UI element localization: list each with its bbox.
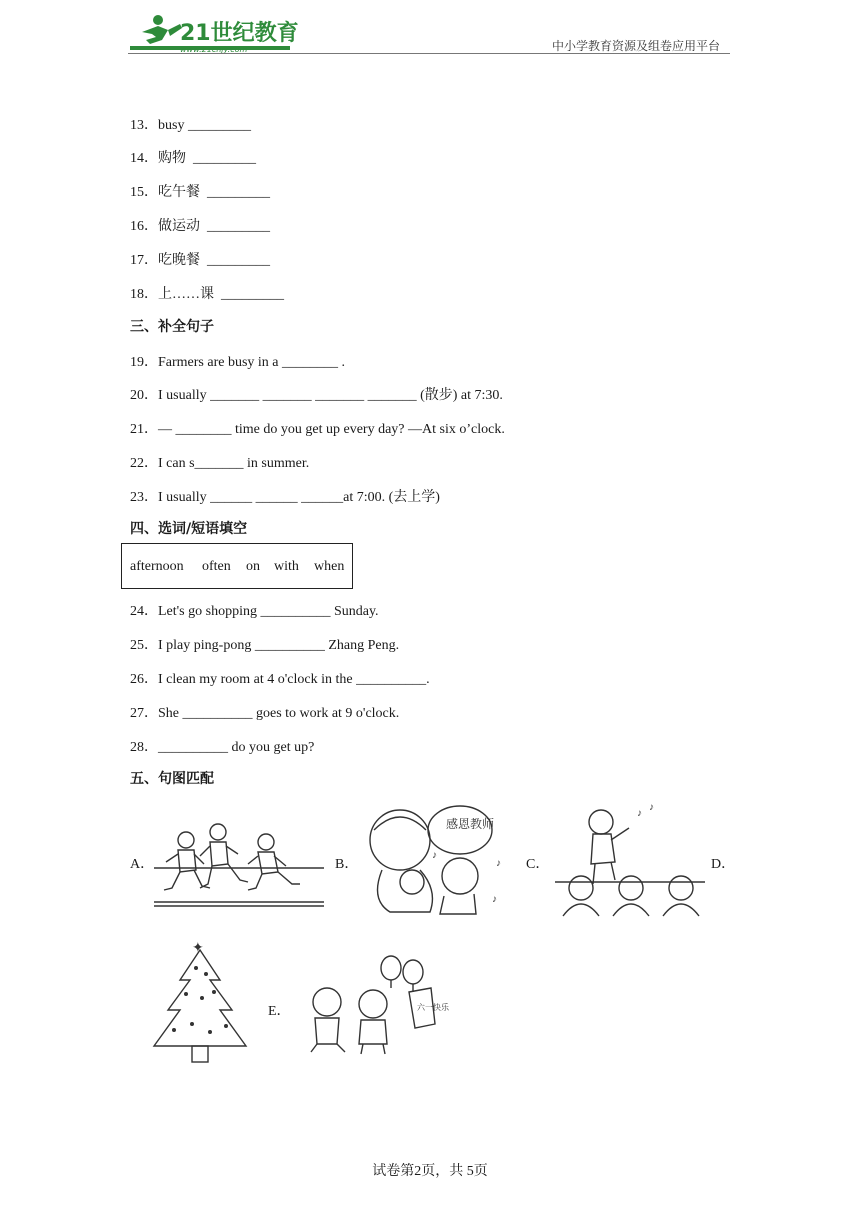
question-19: 19．Farmers are busy in a ________ . [130, 355, 346, 370]
running-man-icon [142, 15, 182, 44]
word-bank-item: on [246, 559, 260, 574]
page-footer: 试卷第2页，共 5页 [372, 1164, 488, 1179]
section-5-title: 五、句图匹配 [130, 771, 214, 787]
question-28: 28．__________ do you get up? [130, 740, 315, 755]
svg-text:♪: ♪ [496, 858, 501, 869]
question-27: 27．She __________ goes to work at 9 o'clock. [130, 706, 400, 721]
question-16: 16．做运动 _________ [130, 219, 270, 234]
question-26: 26．I clean my room at 4 o'clock in the __________. [130, 672, 430, 687]
header-divider [128, 53, 730, 54]
question-13: 13．busy _________ [130, 118, 251, 133]
question-15: 15．吃午餐 _________ [130, 185, 270, 200]
word-bank-box [121, 543, 353, 589]
question-25: 25．I play ping-pong __________ Zhang Peng. [130, 638, 400, 653]
question-20: 20．I usually _______ _______ _______ _______ (散步) at 7:30. [130, 388, 503, 403]
svg-text:www.21cnjy.com: www.21cnjy.com [180, 45, 248, 54]
word-bank-item: often [202, 559, 231, 574]
svg-text:♪: ♪ [637, 808, 642, 819]
word-bank-item: afternoon [130, 559, 184, 574]
question-14: 14．购物 _________ [130, 151, 256, 166]
21cnjy-logo [128, 10, 298, 54]
question-21: 21．— ________ time do you get up every day? —At six o’clock. [130, 422, 505, 437]
word-bank-item: with [274, 559, 299, 574]
question-23: 23．I usually ______ ______ ______at 7:00. (去上学) [130, 490, 440, 505]
svg-text:♪: ♪ [432, 850, 437, 861]
word-bank-item: when [314, 559, 345, 574]
option-a-label: A． [130, 857, 155, 872]
svg-text:♪: ♪ [649, 802, 654, 813]
question-22: 22．I can s_______ in summer. [130, 456, 310, 471]
christmas-tree-picture [150, 936, 250, 1066]
svg-text:21世纪教育: 21世纪教育 [180, 21, 299, 46]
question-17: 17．吃晚餐 _________ [130, 253, 270, 268]
option-c-label: C． [526, 857, 550, 872]
svg-text:♪: ♪ [492, 894, 497, 905]
svg-text:感恩教师: 感恩教师 [446, 817, 495, 831]
question-18: 18．上……课 _________ [130, 287, 284, 302]
singing-concert-picture [555, 800, 705, 918]
option-d-label: D． [711, 857, 736, 872]
option-e-label: E． [268, 1004, 291, 1019]
page-header [128, 8, 730, 56]
childrens-day-picture [305, 952, 449, 1058]
svg-text:✦: ✦ [192, 941, 204, 956]
teachers-day-picture [360, 800, 510, 918]
section-4-title: 四、选词/短语填空 [130, 521, 248, 537]
running-kids-picture [152, 818, 328, 910]
platform-name: 中小学教育资源及组卷应用平台 [551, 39, 720, 53]
question-24: 24．Let's go shopping __________ Sunday. [130, 604, 379, 619]
section-3-title: 三、补全句子 [130, 319, 214, 335]
option-b-label: B． [335, 857, 359, 872]
svg-text:六一快乐: 六一快乐 [417, 1003, 449, 1012]
